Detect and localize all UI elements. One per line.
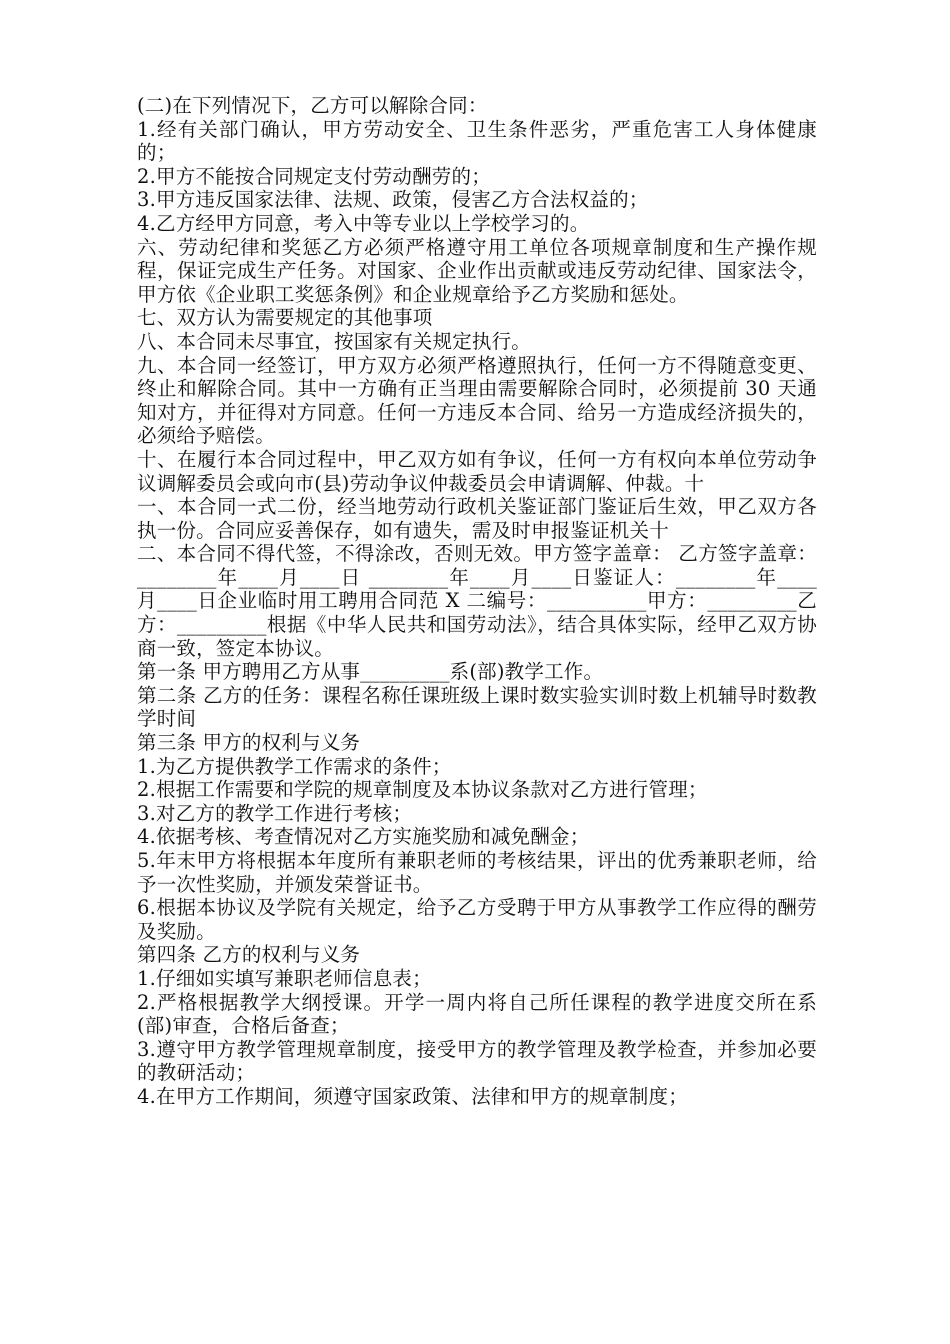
section-12-signatures: 二、本合同不得代签，不得涂改，否则无效。甲方签字盖章： 乙方签字盖章：________年____月____日 ________年____月____日鉴证人：________年____月____日企业临时用工聘用合同范 X 二编号：__________甲方：_________乙方：_________根据《中华人民共和国劳动法》，结合具体实际，经甲乙双方协商一致，签定本协议。 [137, 542, 817, 660]
article-4-item-2: 2.严格根据教学大纲授课。开学一周内将自己所任课程的教学进度交所在系(部)审查，合格后备查； [137, 990, 817, 1038]
article-4-item-1: 1.仔细如实填写兼职老师信息表； [137, 966, 432, 990]
article-3-item-3: 3.对乙方的教学工作进行考核； [137, 801, 413, 825]
article-3-item-4: 4.依据考核、考查情况对乙方实施奖励和减免酬金； [137, 825, 590, 849]
article-3-heading: 第三条 甲方的权利与义务 [137, 731, 361, 755]
section-7-other: 七、双方认为需要规定的其他事项 [137, 306, 433, 330]
article-3-item-5: 5.年末甲方将根据本年度所有兼职老师的考核结果，评出的优秀兼职老师，给予一次性奖励，并颁发荣誉证书。 [137, 849, 817, 896]
section-8-unstated: 八、本合同未尽事宜，按国家有关规定执行。 [137, 329, 532, 353]
clause-2-item-2: 2.甲方不能按合同规定支付劳动酬劳的； [137, 164, 491, 188]
article-1: 第一条 甲方聘用乙方从事_________系(部)教学工作。 [137, 660, 604, 684]
article-2: 第二条 乙方的任务：课程名称任课班级上课时数实验实训时数上机辅导时数教学时间 [137, 683, 817, 731]
clause-2-item-1: 1.经有关部门确认，甲方劳动安全、卫生条件恶劣，严重危害工人身体健康的； [137, 117, 817, 165]
article-4-item-4: 4.在甲方工作期间，须遵守国家政策、法律和甲方的规章制度； [137, 1084, 688, 1108]
section-6-discipline: 六、劳动纪律和奖惩乙方必须严格遵守用工单位各项规章制度和生产操作规程，保证完成生产任务。对国家、企业作出贡献或违反劳动纪律、国家法令，甲方依《企业职工奖惩条例》和企业规章给予乙方奖励和惩处。 [137, 235, 817, 306]
article-3-item-1: 1.为乙方提供教学工作需求的条件； [137, 754, 452, 778]
article-4-item-3: 3.遵守甲方教学管理规章制度，接受甲方的教学管理及教学检查，并参加必要的教研活动； [137, 1037, 817, 1085]
document-page [137, 94, 817, 1109]
clause-2-item-3: 3.甲方违反国家法律、法规、政策，侵害乙方合法权益的； [137, 188, 649, 212]
clause-2-item-4: 4.乙方经甲方同意，考入中等专业以上学校学习的。 [137, 211, 590, 235]
article-3-item-2: 2.根据工作需要和学院的规章制度及本协议条款对乙方进行管理； [137, 778, 708, 802]
article-4-heading: 第四条 乙方的权利与义务 [137, 943, 361, 967]
section-9-execution: 九、本合同一经签订，甲方双方必须严格遵照执行，任何一方不得随意变更、终止和解除合同。其中一方确有正当理由需要解除合同时，必须提前 30 天通知对方，并征得对方同意。任何一方违反本合同、给另一方造成经济损失的，必须给予赔偿。 [137, 353, 817, 448]
section-10-disputes: 十、在履行本合同过程中，甲乙双方如有争议，任何一方有权向本单位劳动争议调解委员会或向市(县)劳动争议仲裁委员会申请调解、仲裁。十 [137, 447, 817, 495]
article-3-item-6: 6.根据本协议及学院有关规定，给予乙方受聘于甲方从事教学工作应得的酬劳及奖励。 [137, 896, 817, 943]
section-11-copies: 一、本合同一式二份，经当地劳动行政机关鉴证部门鉴证后生效，甲乙双方各执一份。合同应妥善保存，如有遗失，需及时申报鉴证机关十 [137, 495, 817, 542]
clause-2-heading: (二)在下列情况下，乙方可以解除合同： [137, 94, 488, 117]
